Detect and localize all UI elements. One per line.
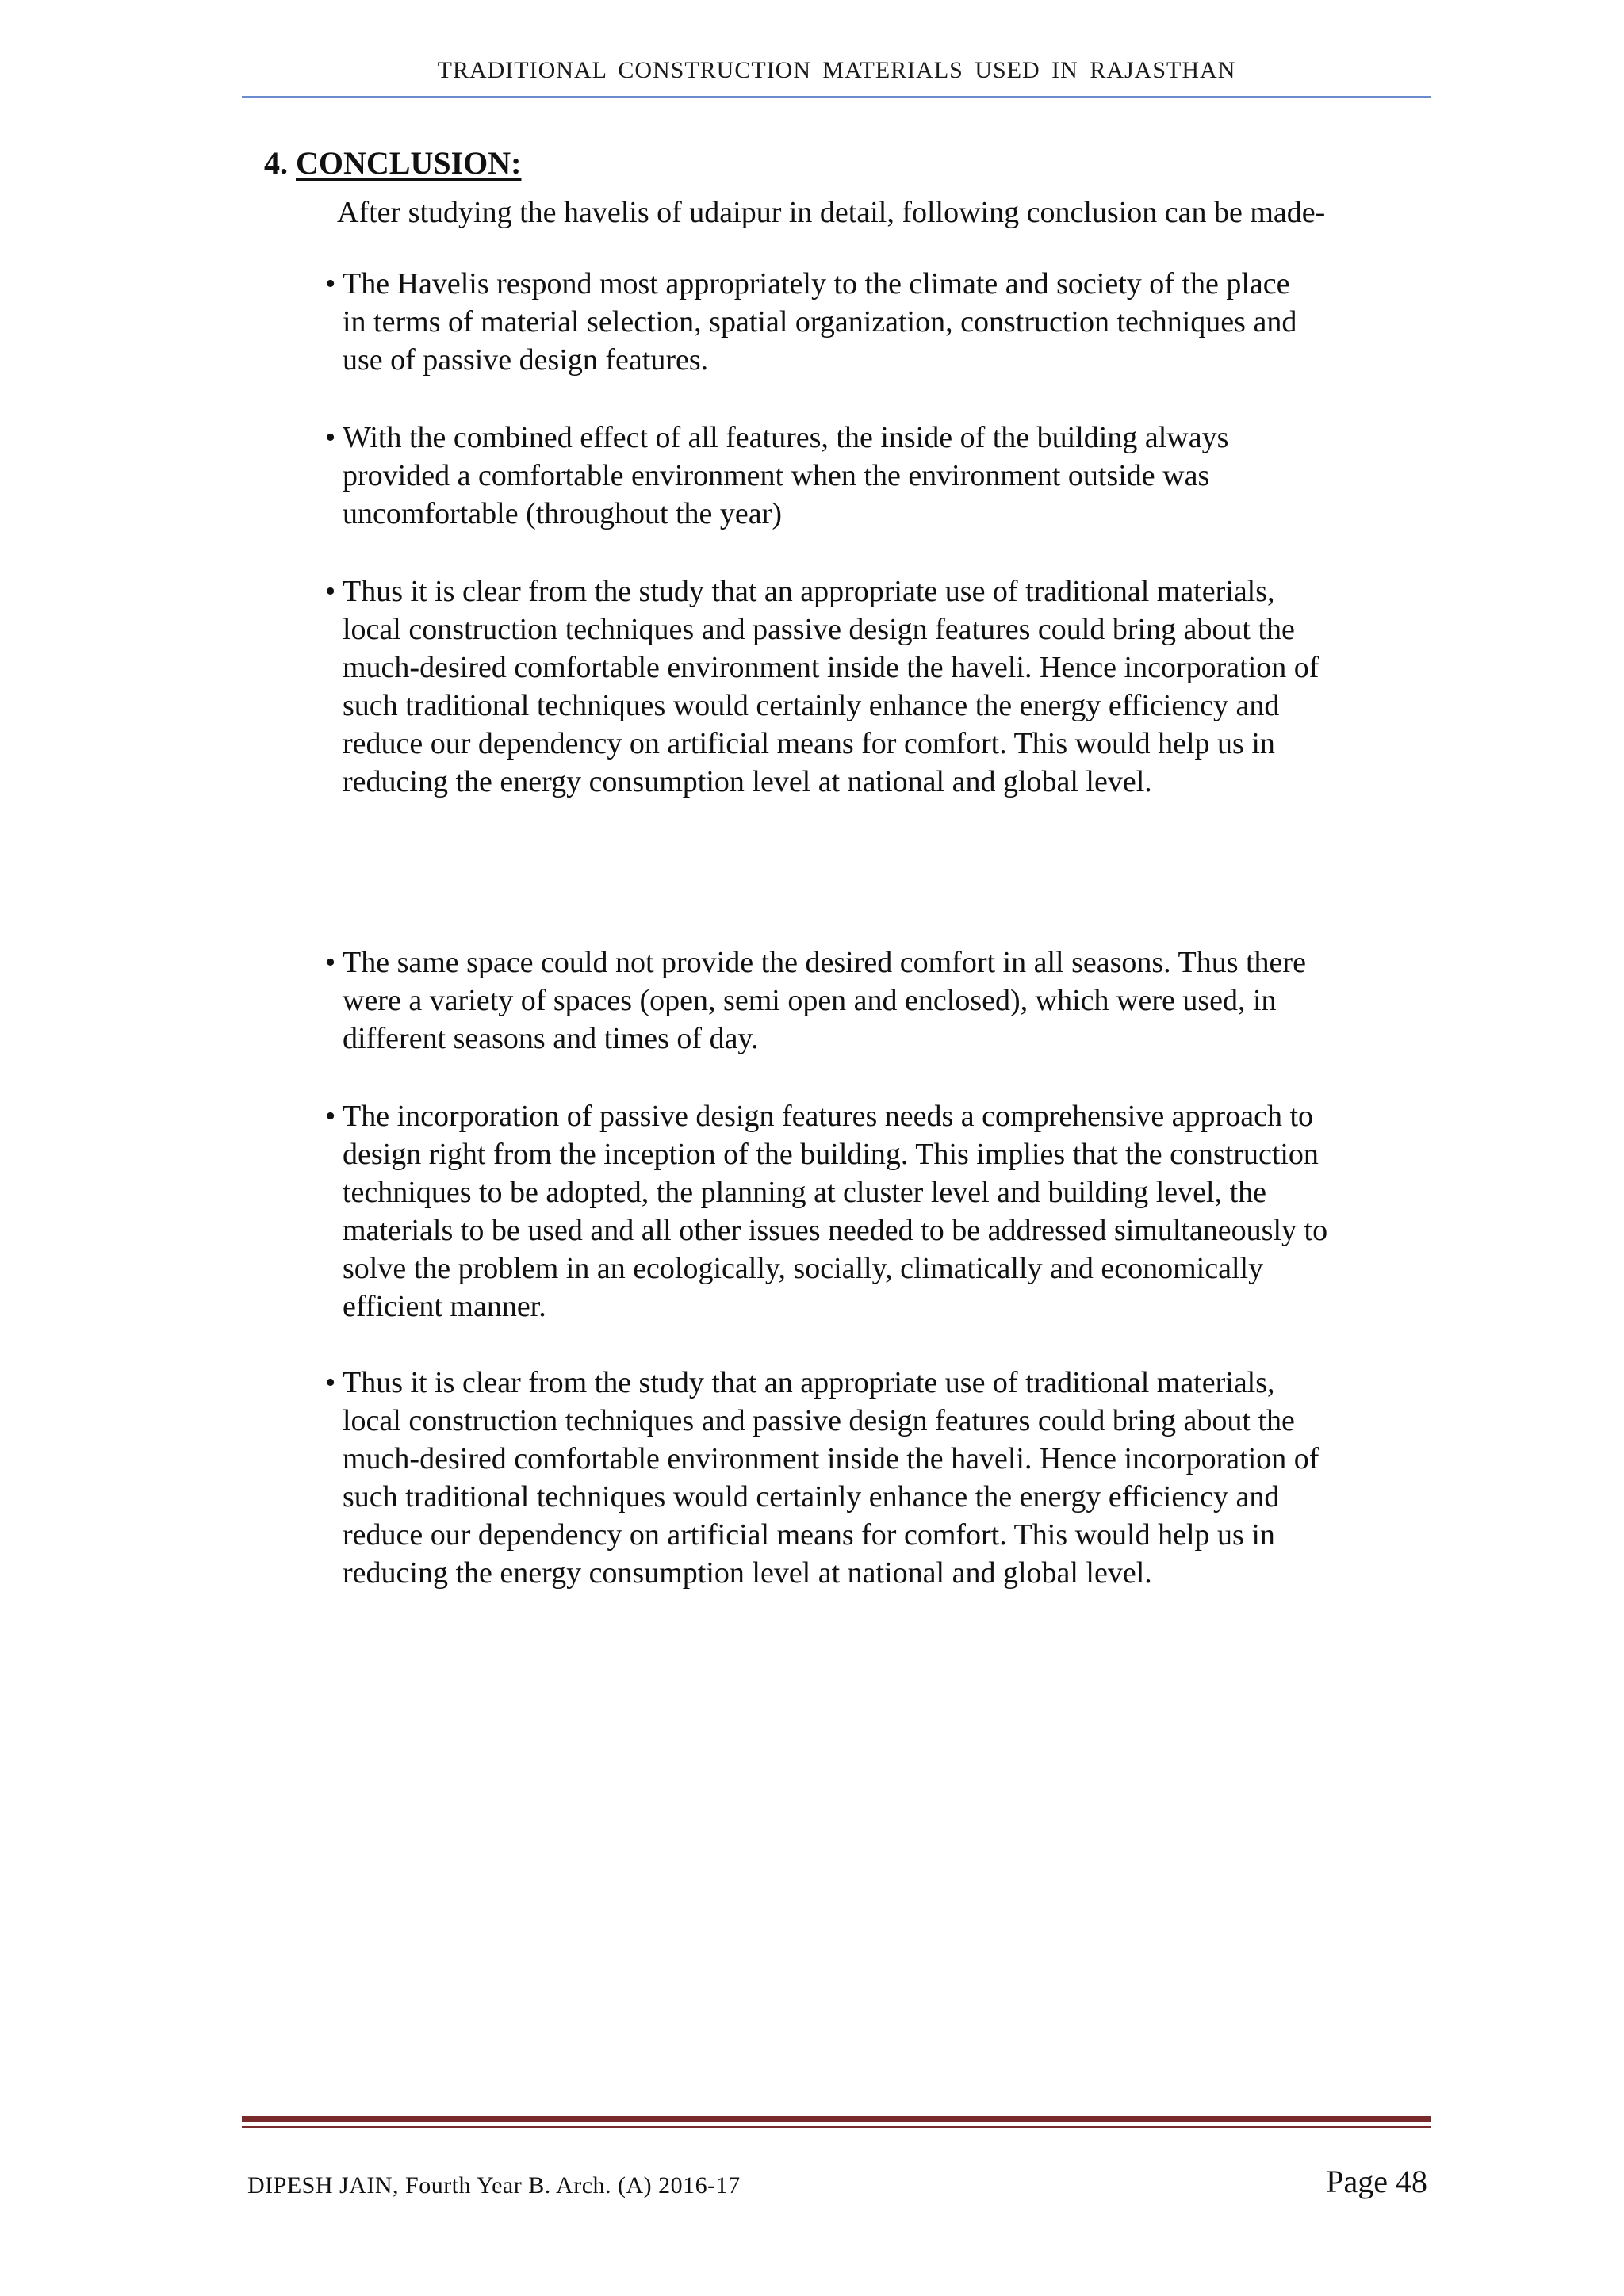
bullet-text bbox=[343, 943, 1429, 1058]
bullet-item-5 bbox=[325, 1097, 1435, 1326]
bullet-line: local construction techniques and passive design features could bring about the bbox=[343, 613, 1295, 646]
bullet-line: The same space could not provide the desired comfort in all seasons. Thus there bbox=[343, 946, 1306, 979]
bullet-line: techniques to be adopted, the planning at cluster level and building level, the bbox=[343, 1176, 1266, 1209]
bullet-line: were a variety of spaces (open, semi open and enclosed), which were used, in bbox=[343, 984, 1277, 1017]
bullet-item-4 bbox=[325, 943, 1435, 1058]
bullet-text bbox=[343, 419, 1429, 533]
bullet-line: materials to be used and all other issues needed to be addressed simultaneously to bbox=[343, 1214, 1328, 1247]
bullet-line: different seasons and times of day. bbox=[343, 1022, 759, 1055]
bullet-line: The incorporation of passive design features needs a comprehensive approach to bbox=[343, 1100, 1313, 1133]
bullet-line: uncomfortable (throughout the year) bbox=[343, 497, 782, 530]
bullet-line: The Havelis respond most appropriately to the climate and society of the place bbox=[343, 267, 1290, 300]
bullet-line: use of passive design features. bbox=[343, 343, 709, 377]
bullet-dot-icon: • bbox=[325, 267, 336, 300]
bullet-text bbox=[343, 1097, 1429, 1326]
bullet-line: efficient manner. bbox=[343, 1290, 546, 1323]
bullet-line: provided a comfortable environment when the environment outside was bbox=[343, 459, 1210, 492]
footer-rule-thin bbox=[242, 2126, 1431, 2128]
bullet-item-2 bbox=[325, 419, 1435, 533]
bullet-line: Thus it is clear from the study that an appropriate use of traditional materials, bbox=[343, 575, 1275, 608]
bullet-item-6 bbox=[325, 1364, 1435, 1592]
bullet-text bbox=[343, 265, 1429, 379]
bullet-line: reduce our dependency on artificial means for comfort. This would help us in bbox=[343, 1518, 1275, 1552]
page-number: Page 48 bbox=[1326, 2164, 1427, 2199]
footer-rule-thick bbox=[242, 2116, 1431, 2122]
bullet-item-3 bbox=[325, 572, 1435, 801]
bullet-item-1 bbox=[325, 265, 1435, 379]
bullet-line: in terms of material selection, spatial organization, construction techniques and bbox=[343, 305, 1297, 339]
bullet-line: Thus it is clear from the study that an appropriate use of traditional materials, bbox=[343, 1366, 1275, 1399]
section-number: 4. bbox=[264, 145, 288, 181]
bullet-line: local construction techniques and passive design features could bring about the bbox=[343, 1404, 1295, 1437]
bullet-line: reducing the energy consumption level at national and global level. bbox=[343, 1556, 1152, 1590]
bullet-text bbox=[343, 1364, 1429, 1592]
bullet-dot-icon: • bbox=[325, 1100, 336, 1133]
footer-author-line: DIPESH JAIN, Fourth Year B. Arch. (A) 2016-17 bbox=[247, 2172, 741, 2198]
intro-paragraph: After studying the havelis of udaipur in detail, following conclusion can be made- bbox=[337, 196, 1326, 229]
bullet-line: much-desired comfortable environment inside the haveli. Hence incorporation of bbox=[343, 651, 1320, 684]
bullet-line: such traditional techniques would certainly enhance the energy efficiency and bbox=[343, 1480, 1280, 1513]
section-title: CONCLUSION: bbox=[296, 145, 522, 181]
bullet-line: such traditional techniques would certainly enhance the energy efficiency and bbox=[343, 689, 1280, 722]
bullet-dot-icon: • bbox=[325, 946, 336, 979]
bullet-dot-icon: • bbox=[325, 1366, 336, 1399]
bullet-line: solve the problem in an ecologically, socially, climatically and economically bbox=[343, 1252, 1264, 1285]
bullet-line: With the combined effect of all features, the inside of the building always bbox=[343, 421, 1229, 454]
bullet-line: reduce our dependency on artificial means for comfort. This would help us in bbox=[343, 727, 1275, 760]
bullet-dot-icon: • bbox=[325, 575, 336, 608]
running-header: TRADITIONAL CONSTRUCTION MATERIALS USED IN RAJASTHAN bbox=[437, 57, 1236, 83]
header-rule bbox=[242, 96, 1431, 98]
bullet-dot-icon: • bbox=[325, 421, 336, 454]
bullet-line: reducing the energy consumption level at national and global level. bbox=[343, 765, 1152, 798]
bullet-line: design right from the inception of the building. This implies that the construction bbox=[343, 1138, 1319, 1171]
section-heading bbox=[264, 144, 521, 182]
bullet-text bbox=[343, 572, 1429, 801]
bullet-line: much-desired comfortable environment inside the haveli. Hence incorporation of bbox=[343, 1442, 1320, 1475]
